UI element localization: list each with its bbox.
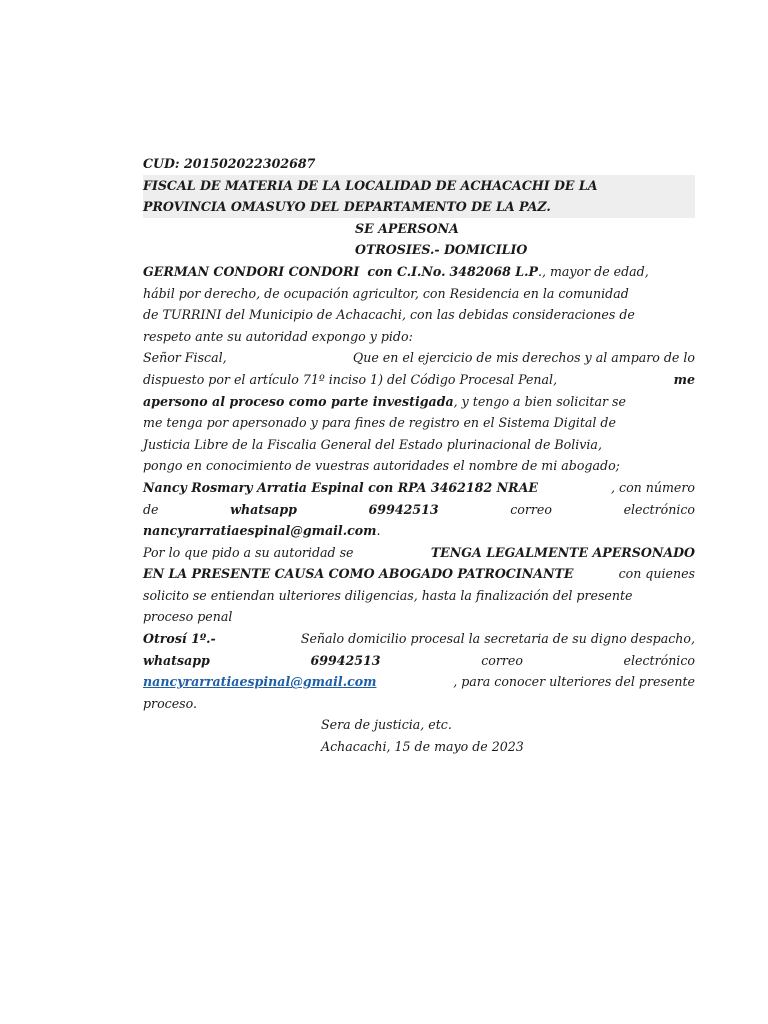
p2-line-5: Justicia Libre de la Fiscalia General del Estado plurinacional de Bolivia, (143, 436, 602, 452)
word: de (143, 501, 159, 517)
heading-otrosies: OTROSIES.- DOMICILIO (355, 242, 528, 258)
p2-line-2 (143, 369, 695, 391)
p1-line-4: respeto ante su autoridad expongo y pido: (143, 328, 413, 344)
period: . (376, 523, 381, 539)
p2-line-7-rest: , con número (611, 479, 695, 495)
phone-number: 69942513 (310, 652, 381, 668)
p2-line-3 (143, 391, 695, 413)
p3-line-1 (143, 542, 695, 564)
p3-line-2 (143, 563, 695, 585)
word: electrónico (623, 501, 695, 517)
p2-line-1-text: Que en el ejercicio de mis derechos y al amparo de lo (352, 350, 695, 366)
lawyer-name: Nancy Rosmary Arratia Espinal con RPA 3462182 NRAE (143, 479, 538, 495)
addressee-line-1 (143, 175, 695, 197)
p3-line-1-bold: TENGA LEGALMENTE APERSONADO (430, 544, 695, 560)
cud-number: CUD: 201502022302687 (143, 156, 316, 171)
heading-se-apersona: SE APERSONA (355, 220, 459, 236)
p1-line-3: de TURRINI del Municipio de Achacachi, con las debidas consideraciones de (143, 307, 635, 323)
applicant-name: GERMAN CONDORI CONDORI (143, 263, 360, 279)
closing-line-2: Achacachi, 15 de mayo de 2023 (321, 739, 524, 755)
p2-line-2-bold: me (673, 371, 695, 387)
apersono-text: apersono al proceso como parte investigada (143, 393, 454, 409)
p4-line-2 (143, 650, 695, 672)
p2-line-8 (143, 499, 695, 521)
p4-line-1-text: Señalo domicilio procesal la secretaria de su digno despacho, (300, 631, 695, 647)
otrosi-label: Otrosí 1º.- (143, 631, 216, 647)
word: electrónico (623, 652, 695, 668)
word: correo (510, 501, 552, 517)
word: correo (481, 652, 523, 668)
p3-line-1-text: Por lo que pido a su autoridad se (143, 544, 354, 560)
p2-line-4: me tenga por apersonado y para fines de registro en el Sistema Digital de (143, 415, 616, 431)
p2-line-2-text: dispuesto por el artículo 71º inciso 1) del Código Procesal Penal, (143, 371, 558, 387)
p2-line-1 (143, 347, 695, 369)
p2-line-3-rest: , y tengo a bien solicitar se (453, 393, 626, 409)
id-number: 3482068 L.P (449, 263, 538, 279)
salutation: Señor Fiscal, (143, 350, 227, 366)
p4-line-4: proceso. (143, 695, 197, 711)
p4-line-3 (143, 671, 695, 693)
p2-line-6: pongo en conocimiento de vuestras autoridades el nombre de mi abogado; (143, 458, 620, 474)
phone-number: 69942513 (368, 501, 439, 517)
p4-line-1 (143, 628, 695, 650)
p2-line-9 (143, 520, 695, 542)
lawyer-email: nancyrarratiaespinal@gmail.com (143, 523, 377, 539)
p1-line-1-rest: ., mayor de edad, (537, 263, 649, 279)
p4-line-3-rest: , para conocer ulteriores del presente (453, 674, 695, 690)
p3-line-4: proceso penal (143, 609, 233, 625)
p1-line-1 (143, 261, 695, 283)
document-body (143, 153, 695, 758)
p1-line-2: hábil por derecho, de ocupación agricultor, con Residencia en la comunidad (143, 285, 629, 301)
word-whatsapp: whatsapp (143, 652, 210, 668)
p3-line-3: solicito se entiendan ulteriores diligencias, hasta la finalización del presente (143, 587, 633, 603)
closing-line-1: Sera de justicia, etc. (321, 717, 452, 733)
p2-line-7 (143, 477, 695, 499)
email-link[interactable]: nancyrarratiaespinal@gmail.com (143, 674, 377, 690)
p3-line-2-rest: con quienes (618, 566, 695, 582)
word-whatsapp: whatsapp (230, 501, 297, 517)
addressee-text: FISCAL DE MATERIA DE LA LOCALIDAD DE ACHACACHI DE LA (143, 177, 598, 193)
addressee-line-2: PROVINCIA OMASUYO DEL DEPARTAMENTO DE LA PAZ. (143, 196, 695, 218)
p3-line-2-bold: EN LA PRESENTE CAUSA COMO ABOGADO PATROCINANTE (143, 566, 574, 582)
id-prefix: con C.I.No. (367, 263, 446, 279)
